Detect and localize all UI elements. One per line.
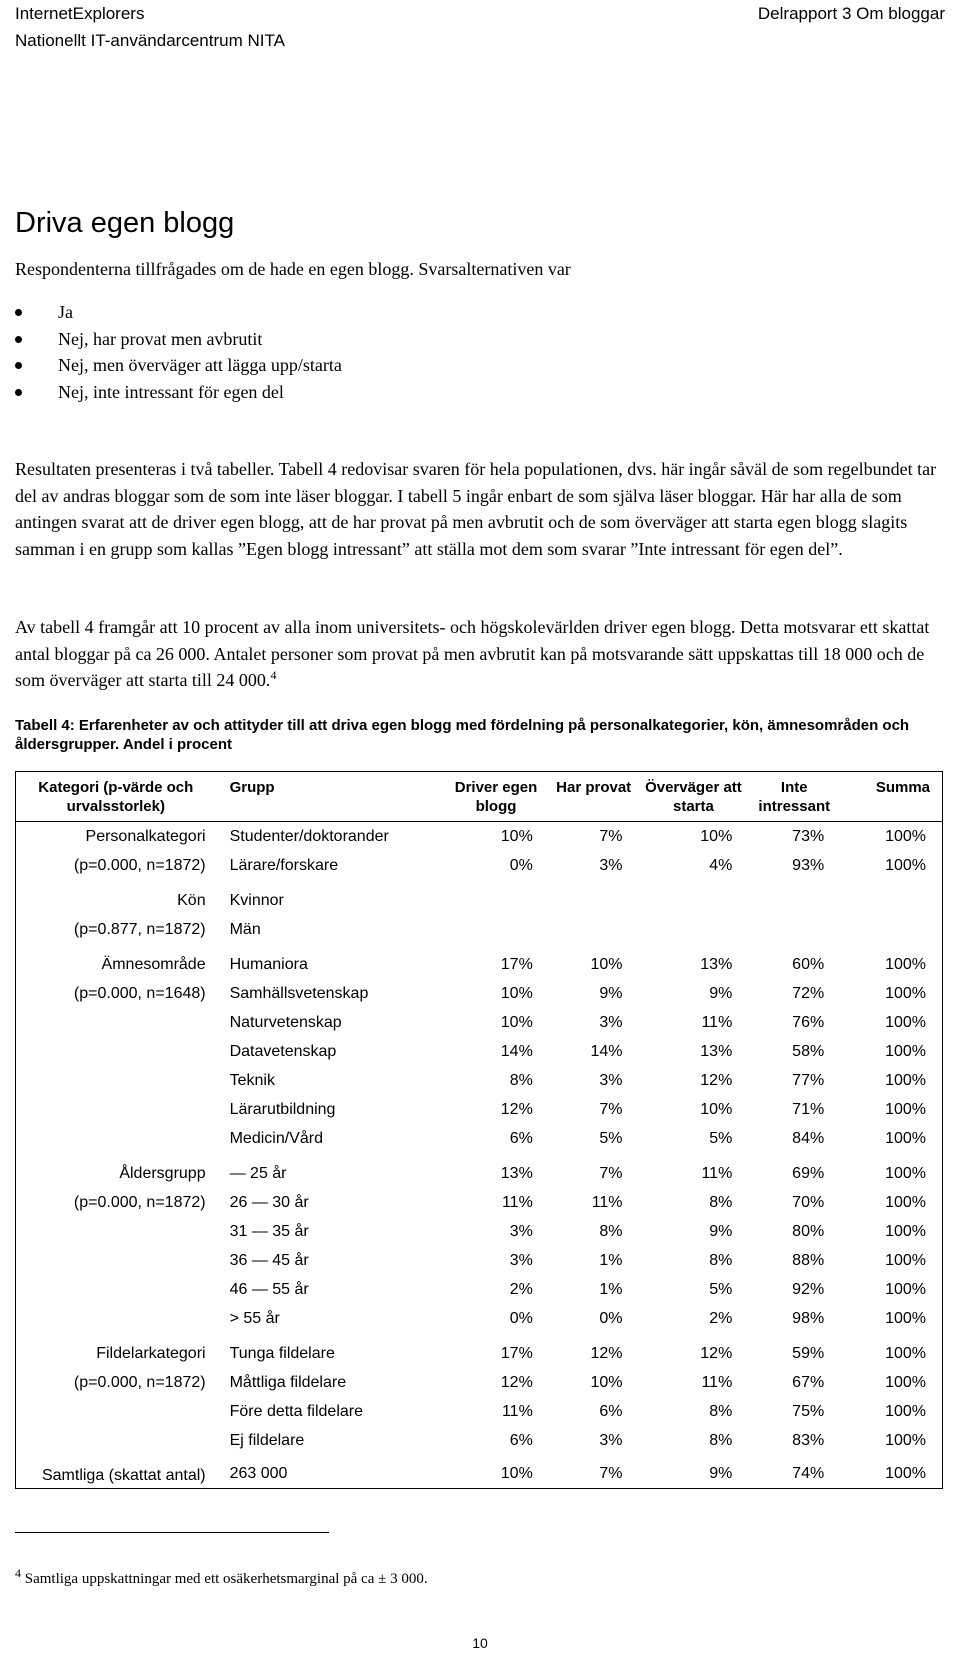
provat-cell: 3% bbox=[599, 1013, 623, 1031]
overvager-cell: 12% bbox=[700, 1344, 733, 1362]
inte-cell bbox=[748, 915, 840, 944]
category-cell bbox=[16, 1246, 216, 1275]
category-cell: Åldersgrupp bbox=[119, 1164, 206, 1182]
header-org-line2: Nationellt IT-användarcentrum NITA bbox=[15, 31, 285, 50]
table-row bbox=[16, 1095, 942, 1124]
col-header-inte: Inte intressant bbox=[758, 779, 831, 815]
group-cell: Ej fildelare bbox=[229, 1431, 305, 1449]
category-cell: (p=0.000, n=1648) bbox=[73, 984, 206, 1002]
list-item: Nej, men överväger att lägga upp/starta bbox=[15, 352, 342, 379]
category-cell: Samtliga (skattat antal) bbox=[41, 1467, 206, 1484]
provat-cell: 10% bbox=[590, 1373, 623, 1391]
table-body bbox=[16, 822, 942, 1495]
overvager-cell: 9% bbox=[709, 1222, 733, 1240]
driver-cell: 14% bbox=[500, 1042, 533, 1060]
footnote-marker: 4 bbox=[15, 1566, 21, 1580]
table-row bbox=[16, 1397, 942, 1426]
inte-cell: 59% bbox=[792, 1344, 825, 1362]
inte-cell: 58% bbox=[792, 1042, 825, 1060]
summa-cell: 100% bbox=[885, 1042, 926, 1060]
inte-cell: 98% bbox=[792, 1309, 825, 1327]
inte-cell: 60% bbox=[792, 955, 825, 973]
group-cell: Teknik bbox=[229, 1071, 275, 1089]
driver-cell bbox=[443, 915, 549, 944]
provat-cell bbox=[549, 915, 639, 944]
category-cell: Ämnesområde bbox=[101, 955, 206, 973]
summa-cell: 100% bbox=[885, 1100, 926, 1118]
inte-cell: 83% bbox=[792, 1431, 825, 1449]
provat-cell: 14% bbox=[590, 1042, 623, 1060]
inte-cell bbox=[748, 886, 840, 915]
summa-cell: 100% bbox=[885, 1373, 926, 1391]
footnote-text: Samtliga uppskattningar med ett osäkerhetsmarginal på ca ± 3 000. bbox=[24, 1571, 428, 1587]
driver-cell: 17% bbox=[500, 955, 533, 973]
list-item: Nej, har provat men avbrutit bbox=[15, 326, 342, 353]
table-row bbox=[16, 1368, 942, 1397]
category-cell bbox=[16, 1008, 216, 1037]
summa-cell: 100% bbox=[885, 1309, 926, 1327]
category-cell bbox=[16, 1426, 216, 1455]
category-cell bbox=[16, 1095, 216, 1124]
table-row bbox=[16, 1188, 942, 1217]
overvager-cell: 9% bbox=[709, 984, 733, 1002]
table-row bbox=[16, 1124, 942, 1153]
driver-cell: 12% bbox=[500, 1100, 533, 1118]
category-cell: (p=0.000, n=1872) bbox=[73, 856, 206, 874]
group-cell: Måttliga fildelare bbox=[229, 1373, 347, 1391]
summa-cell: 100% bbox=[885, 1013, 926, 1031]
provat-cell: 8% bbox=[599, 1222, 623, 1240]
inte-cell: 75% bbox=[792, 1402, 825, 1420]
paragraph-2: Av tabell 4 framgår att 10 procent av alla inom universitets- och högskolevärlden driver egen blogg. Detta motsvarar ett skattat antal bloggar på ca 26 000. Antalet personer som provat på men avbrutit kan på motsvarande sätt uppskattas till 18 000 och de som överväger att starta till 24 000.$^4$ bbox=[15, 617, 930, 690]
table-row bbox=[16, 979, 942, 1008]
category-cell bbox=[16, 1304, 216, 1333]
group-cell: > 55 år bbox=[229, 1309, 280, 1327]
inte-cell: 80% bbox=[792, 1222, 825, 1240]
overvager-cell: 10% bbox=[700, 827, 733, 845]
summa-cell: 100% bbox=[885, 1251, 926, 1269]
inte-cell: 92% bbox=[792, 1280, 825, 1298]
driver-cell: 11% bbox=[501, 1193, 533, 1211]
table-row bbox=[16, 1246, 942, 1275]
col-header-kategori: Kategori (p-värde och urvalsstorlek) bbox=[38, 779, 194, 815]
provat-cell: 7% bbox=[599, 827, 623, 845]
overvager-cell: 12% bbox=[700, 1071, 733, 1089]
summa-cell: 100% bbox=[885, 827, 926, 845]
footnote-rule bbox=[15, 1532, 329, 1533]
driver-cell: 10% bbox=[500, 984, 533, 1002]
group-cell: Lärarutbildning bbox=[229, 1100, 336, 1118]
table-row bbox=[16, 1426, 942, 1455]
table-row bbox=[16, 1217, 942, 1246]
category-cell: Fildelarkategori bbox=[96, 1344, 206, 1362]
inte-cell: 71% bbox=[792, 1100, 825, 1118]
summa-cell: 100% bbox=[885, 1193, 926, 1211]
provat-cell: 0% bbox=[599, 1309, 623, 1327]
overvager-cell: 9% bbox=[709, 1465, 733, 1482]
inte-cell: 67% bbox=[792, 1373, 825, 1391]
col-header-overvager: Överväger att starta bbox=[645, 779, 742, 815]
driver-cell: 0% bbox=[509, 856, 533, 874]
list-item: Ja bbox=[15, 299, 342, 326]
bullet-icon bbox=[15, 309, 22, 316]
provat-cell: 3% bbox=[599, 1071, 623, 1089]
summa-cell: 100% bbox=[885, 1402, 926, 1420]
table-row bbox=[16, 822, 942, 852]
provat-cell: 7% bbox=[599, 1465, 623, 1482]
provat-cell bbox=[549, 886, 639, 915]
provat-cell: 3% bbox=[599, 856, 623, 874]
driver-cell: 0% bbox=[509, 1309, 533, 1327]
group-cell: 46 — 55 år bbox=[229, 1280, 309, 1298]
table-row bbox=[16, 1339, 942, 1368]
category-cell: (p=0.000, n=1872) bbox=[73, 1193, 206, 1211]
provat-cell: 1% bbox=[599, 1251, 623, 1269]
table-header-row bbox=[16, 772, 942, 822]
group-cell: — 25 år bbox=[229, 1164, 287, 1182]
inte-cell: 93% bbox=[792, 856, 825, 874]
provat-cell: 11% bbox=[591, 1193, 623, 1211]
overvager-cell: 13% bbox=[700, 1042, 733, 1060]
overvager-cell: 2% bbox=[709, 1309, 733, 1327]
category-cell bbox=[16, 1124, 216, 1153]
inte-cell: 72% bbox=[792, 984, 825, 1002]
group-cell: Samhällsvetenskap bbox=[229, 984, 369, 1002]
overvager-cell: 11% bbox=[701, 1013, 733, 1031]
group-cell: Naturvetenskap bbox=[229, 1013, 342, 1031]
driver-cell: 6% bbox=[509, 1129, 533, 1147]
driver-cell: 17% bbox=[500, 1344, 533, 1362]
intro-text: Respondenterna tillfrågades om de hade en egen blogg. Svarsalternativen var bbox=[15, 259, 571, 279]
footnote bbox=[15, 1566, 428, 1588]
group-cell: Kvinnor bbox=[229, 891, 284, 909]
inte-cell: 88% bbox=[792, 1251, 825, 1269]
col-header-provat: Har provat bbox=[556, 779, 632, 796]
summa-cell: 100% bbox=[885, 1071, 926, 1089]
overvager-cell: 10% bbox=[700, 1100, 733, 1118]
table-row bbox=[16, 1008, 942, 1037]
category-cell: (p=0.877, n=1872) bbox=[73, 920, 206, 938]
driver-cell: 3% bbox=[509, 1251, 533, 1269]
inte-cell: 76% bbox=[792, 1013, 825, 1031]
overvager-cell: 8% bbox=[709, 1193, 733, 1211]
driver-cell: 10% bbox=[500, 1465, 533, 1482]
driver-cell: 11% bbox=[501, 1402, 533, 1420]
category-cell bbox=[16, 1066, 216, 1095]
table-row bbox=[16, 851, 942, 880]
group-cell: Lärare/forskare bbox=[229, 856, 339, 874]
summa-cell: 100% bbox=[885, 1465, 926, 1482]
overvager-cell: 8% bbox=[709, 1402, 733, 1420]
driver-cell: 10% bbox=[500, 827, 533, 845]
group-cell: Humaniora bbox=[229, 955, 308, 973]
overvager-cell: 13% bbox=[700, 955, 733, 973]
summa-cell: 100% bbox=[885, 1431, 926, 1449]
group-cell: Studenter/doktorander bbox=[229, 827, 389, 845]
table-caption: Tabell 4: Erfarenheter av och attityder till att driva egen blogg med fördelning på personalkategorier, kön, ämnesområden och åldersgrupper. Andel i procent bbox=[15, 717, 910, 753]
group-cell: Före detta fildelare bbox=[229, 1402, 363, 1420]
provat-cell: 10% bbox=[590, 955, 623, 973]
group-cell: Tunga fildelare bbox=[229, 1344, 335, 1362]
overvager-cell: 8% bbox=[709, 1251, 733, 1269]
group-cell: Medicin/Vård bbox=[229, 1129, 323, 1147]
summa-cell: 100% bbox=[885, 984, 926, 1002]
category-cell: Personalkategori bbox=[85, 827, 206, 845]
summa-cell: 100% bbox=[885, 1344, 926, 1362]
col-header-grupp: Grupp bbox=[229, 779, 275, 796]
col-header-summa: Summa bbox=[875, 779, 930, 796]
header-org-line1: InternetExplorers bbox=[15, 4, 145, 23]
driver-cell: 12% bbox=[500, 1373, 533, 1391]
table-row bbox=[16, 1066, 942, 1095]
driver-cell: 10% bbox=[500, 1013, 533, 1031]
category-cell: Kön bbox=[177, 891, 206, 909]
inte-cell: 69% bbox=[792, 1164, 825, 1182]
inte-cell: 74% bbox=[792, 1465, 825, 1482]
table-row bbox=[16, 1037, 942, 1066]
table-row bbox=[16, 1159, 942, 1188]
header-left bbox=[15, 0, 285, 54]
group-cell: 26 — 30 år bbox=[229, 1193, 309, 1211]
overvager-cell: 11% bbox=[701, 1164, 733, 1182]
provat-cell: 3% bbox=[599, 1431, 623, 1449]
page-number: 10 bbox=[472, 1635, 488, 1651]
data-table bbox=[15, 771, 943, 1489]
summa-cell: 100% bbox=[885, 1129, 926, 1147]
provat-cell: 12% bbox=[590, 1344, 623, 1362]
bullet-icon bbox=[15, 389, 22, 396]
driver-cell bbox=[443, 886, 549, 915]
paragraph-1: Resultaten presenteras i två tabeller. Tabell 4 redovisar svaren för hela populationen, dvs. här ingår såväl de som regelbundet tar del av andras bloggar som de som inte läser bloggar. I tabell 5 ingår enbart de som själva läser bloggar. Här har alla de som antingen svarat att de driver egen blogg, att de har provat på men avbrutit och de som överväger att starta egen blogg slagits samman i en grupp som kallas ”Egen blogg intressant” att ställa mot dem som svarar ”Inte intressant för egen del”. bbox=[15, 459, 937, 559]
col-header-driver: Driver egen blogg bbox=[454, 779, 538, 815]
header-report-title: Delrapport 3 Om bloggar bbox=[757, 4, 945, 23]
group-cell: Datavetenskap bbox=[229, 1042, 337, 1060]
options-list bbox=[15, 299, 342, 405]
overvager-cell bbox=[639, 886, 749, 915]
category-cell bbox=[16, 1217, 216, 1246]
group-cell: Män bbox=[229, 920, 261, 938]
category-cell bbox=[16, 1275, 216, 1304]
section-title: Driva egen blogg bbox=[15, 207, 235, 239]
inte-cell: 73% bbox=[792, 827, 825, 845]
list-item: Nej, inte intressant för egen del bbox=[15, 379, 342, 406]
summa-cell: 100% bbox=[885, 1222, 926, 1240]
group-cell: 36 — 45 år bbox=[229, 1251, 309, 1269]
footnote-ref: 4 bbox=[270, 668, 277, 682]
table-row bbox=[16, 886, 942, 915]
bullet-icon bbox=[15, 336, 22, 343]
category-cell bbox=[16, 1397, 216, 1426]
bullet-icon bbox=[15, 362, 22, 369]
driver-cell: 8% bbox=[509, 1071, 533, 1089]
summa-cell bbox=[840, 915, 942, 944]
table-row bbox=[16, 1275, 942, 1304]
overvager-cell: 8% bbox=[709, 1431, 733, 1449]
category-cell bbox=[16, 1037, 216, 1066]
overvager-cell: 5% bbox=[709, 1129, 733, 1147]
provat-cell: 6% bbox=[599, 1402, 623, 1420]
overvager-cell bbox=[639, 915, 749, 944]
summa-cell bbox=[840, 886, 942, 915]
summa-cell: 100% bbox=[885, 856, 926, 874]
table-row bbox=[16, 915, 942, 944]
provat-cell: 1% bbox=[599, 1280, 623, 1298]
summa-cell: 100% bbox=[885, 1280, 926, 1298]
category-cell: (p=0.000, n=1872) bbox=[73, 1373, 206, 1391]
overvager-cell: 4% bbox=[709, 856, 733, 874]
group-cell: 31 — 35 år bbox=[229, 1222, 309, 1240]
summa-cell: 100% bbox=[885, 1164, 926, 1182]
inte-cell: 77% bbox=[792, 1071, 825, 1089]
overvager-cell: 11% bbox=[701, 1373, 733, 1391]
group-cell: 263 000 bbox=[229, 1465, 288, 1482]
overvager-cell: 5% bbox=[709, 1280, 733, 1298]
inte-cell: 84% bbox=[792, 1129, 825, 1147]
driver-cell: 13% bbox=[500, 1164, 533, 1182]
inte-cell: 70% bbox=[792, 1193, 825, 1211]
driver-cell: 3% bbox=[509, 1222, 533, 1240]
table-row bbox=[16, 1461, 942, 1494]
provat-cell: 5% bbox=[599, 1129, 623, 1147]
provat-cell: 7% bbox=[599, 1164, 623, 1182]
driver-cell: 2% bbox=[509, 1280, 533, 1298]
provat-cell: 7% bbox=[599, 1100, 623, 1118]
table-row bbox=[16, 1304, 942, 1333]
driver-cell: 6% bbox=[509, 1431, 533, 1449]
table-row bbox=[16, 950, 942, 979]
summa-cell: 100% bbox=[885, 955, 926, 973]
provat-cell: 9% bbox=[599, 984, 623, 1002]
